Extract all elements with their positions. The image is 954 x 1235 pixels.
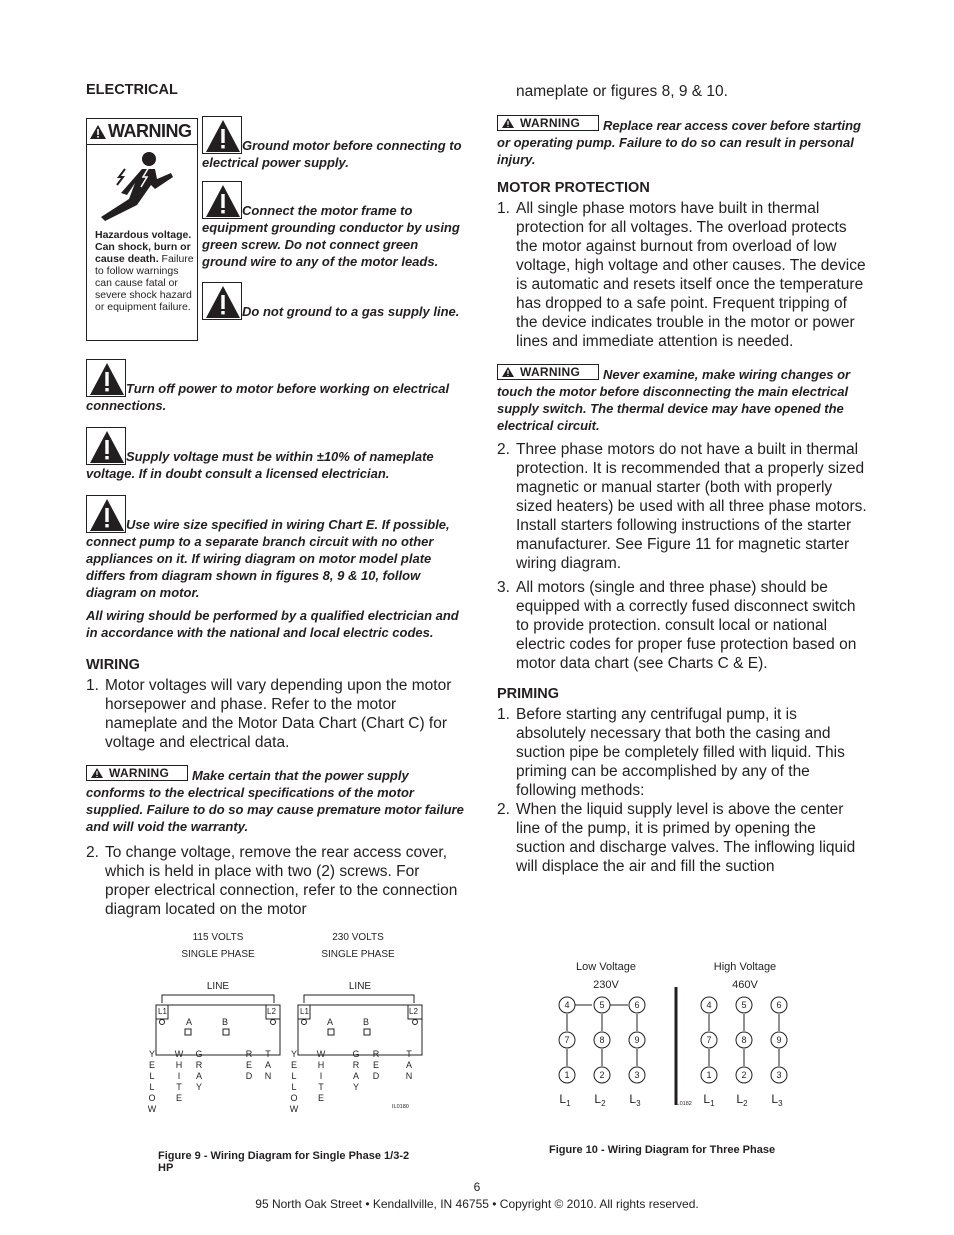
warning-label: WARNING xyxy=(108,121,192,141)
svg-text:2: 2 xyxy=(741,1070,747,1080)
fig9-d1-wire-labels xyxy=(148,1049,272,1114)
svg-text:N: N xyxy=(264,1071,272,1081)
svg-text:L2: $L_2$ xyxy=(736,1092,748,1108)
electrical-warnings xyxy=(86,98,464,341)
svg-text:W: W xyxy=(289,1104,299,1114)
warning-triangle-icon xyxy=(91,768,103,778)
figure-9-caption: Figure 9 - Wiring Diagram for Single Phase 1/3-2 HP xyxy=(158,1150,410,1174)
wiring-warning: WARNING Make certain that the power supply conforms to the electrical specifications of the motor supplied. Failure to do so may cause premature motor failure and will void the warranty. xyxy=(86,765,464,834)
warning-triangle-icon xyxy=(202,181,242,219)
fig9-d2-a: A xyxy=(327,1017,334,1027)
fig9-d2-line-bracket xyxy=(304,995,414,1003)
svg-text:A: A xyxy=(195,1071,203,1081)
fig9-d1-l2: L2 xyxy=(267,1007,276,1016)
svg-text:E: E xyxy=(148,1060,156,1070)
svg-text:W: W xyxy=(147,1104,157,1114)
svg-text:L2: $L_2$ xyxy=(594,1092,606,1108)
motor-protection-item-2: 2. Three phase motors do not have a built in thermal protection. It is recommended that a properly sized magnetic or manual starter (both with properly sized heaters) be used with all three phase motors. Install starters following instructions of the starter manufacturer. See Figure 11 for magnetic starter wiring diagram. xyxy=(497,441,867,572)
svg-text:L: L xyxy=(149,1082,155,1092)
page-number: 6 xyxy=(473,1180,481,1194)
fig10-low-lines xyxy=(559,1092,641,1108)
svg-text:L: L xyxy=(149,1071,155,1081)
svg-text:E: E xyxy=(290,1060,298,1070)
fig9-d2-phase: SINGLE PHASE xyxy=(321,949,395,960)
svg-text:O: O xyxy=(290,1093,298,1103)
svg-text:E: E xyxy=(175,1093,183,1103)
svg-text:W: W xyxy=(316,1049,326,1059)
warning-tag: WARNING xyxy=(86,765,188,781)
svg-text:R: R xyxy=(195,1060,203,1070)
warning-wire-size: Use wire size specified in wiring Chart E. If possible, connect pump to a separate branch circuit with no other appliances on it. If wiring diagram on motor model plate differs from diagram shown in figures 8, 9 & 10, follow diagram on motor. xyxy=(86,517,450,600)
svg-text:W: W xyxy=(174,1049,184,1059)
warning-triangle-icon xyxy=(202,282,242,320)
svg-text:T: T xyxy=(406,1049,412,1059)
svg-text:L: L xyxy=(291,1071,297,1081)
fig9-d1-a: A xyxy=(186,1017,193,1027)
svg-text:T: T xyxy=(265,1049,271,1059)
warning-triangle-icon xyxy=(86,427,126,465)
fig10-code: IL0182 xyxy=(675,1101,692,1107)
svg-text:6: 6 xyxy=(776,1000,782,1010)
figure-10-caption: Figure 10 - Wiring Diagram for Three Phase xyxy=(549,1144,776,1156)
svg-text:L3: $L_3$ xyxy=(771,1092,783,1108)
fig9-d2-b: B xyxy=(363,1017,370,1027)
svg-text:D: D xyxy=(245,1071,253,1081)
svg-text:N: N xyxy=(405,1071,413,1081)
svg-text:Y: Y xyxy=(195,1082,203,1092)
svg-text:7: 7 xyxy=(564,1035,570,1045)
svg-text:8: 8 xyxy=(599,1035,605,1045)
fig9-d1-phase: SINGLE PHASE xyxy=(181,949,255,960)
rear-cover-warning: WARNING Replace rear access cover before starting or operating pump. Failure to do so can result in personal injury. xyxy=(497,115,861,167)
fig9-d1-l1: L1 xyxy=(158,1007,167,1016)
svg-text:G: G xyxy=(195,1049,203,1059)
warning-triangle-icon xyxy=(86,495,126,533)
svg-text:9: 9 xyxy=(634,1035,640,1045)
warning-tag: WARNING xyxy=(497,115,599,131)
wiring-item-2-continued: nameplate or figures 8, 9 & 10. xyxy=(516,83,728,100)
svg-text:3: 3 xyxy=(776,1070,782,1080)
fig9-d1-terminal-board xyxy=(156,1005,280,1055)
warning-supply-voltage: Supply voltage must be within ±10% of nameplate voltage. If in doubt consult a licensed electrician. xyxy=(86,449,434,481)
svg-text:L: L xyxy=(291,1082,297,1092)
hazard-bold-text: Hazardous voltage. Can shock, burn or cause death. xyxy=(95,229,192,265)
svg-text:T: T xyxy=(176,1082,182,1092)
fig10-high-terminals xyxy=(701,997,787,1083)
svg-text:R: R xyxy=(245,1049,253,1059)
hazard-warning-panel xyxy=(86,118,198,341)
fig9-d2-terminal-board xyxy=(298,1005,422,1055)
figure-9-diagram xyxy=(140,925,440,1120)
warning-triangle-icon xyxy=(89,124,107,140)
warning-triangle-icon xyxy=(502,367,514,377)
svg-text:4: 4 xyxy=(564,1000,570,1010)
svg-text:I: I xyxy=(319,1071,323,1081)
wiring-heading: WIRING xyxy=(86,657,140,673)
fig9-d1-volts: 115 VOLTS xyxy=(192,932,244,943)
svg-text:G: G xyxy=(352,1049,360,1059)
left-column xyxy=(86,82,464,919)
warning-tag: WARNING xyxy=(497,364,599,380)
warning-triangle-icon xyxy=(502,118,514,128)
svg-text:9: 9 xyxy=(776,1035,782,1045)
svg-text:R: R xyxy=(372,1049,380,1059)
fig10-low-terminals xyxy=(559,997,645,1083)
priming-heading: PRIMING xyxy=(497,686,560,702)
warning-turn-off-power: Turn off power to motor before working on electrical connections. xyxy=(86,381,450,413)
svg-text:L1: $L_1$ xyxy=(703,1092,715,1108)
wiring-item-1: 1. Motor voltages will vary depending upon the motor horsepower and phase. Refer to the motor nameplate and the Motor Data Chart (Chart C) for voltage and electrical data. xyxy=(86,677,452,751)
motor-protection-warning: WARNING Never examine, make wiring changes or touch the motor before disconnecting the main electrical supply switch. The thermal device may have opened the electrical circuit. xyxy=(497,364,851,433)
svg-text:Y: Y xyxy=(148,1049,156,1059)
svg-text:1: 1 xyxy=(564,1070,570,1080)
fig9-d2-l2: L2 xyxy=(409,1007,418,1016)
svg-text:I: I xyxy=(177,1071,181,1081)
priming-item-2: 2. When the liquid supply level is above the center line of the pump, it is primed by opening the suction and discharge valves. The inflowing liquid will displace the air and fill the suction xyxy=(497,801,856,875)
hazard-text: Failure to follow warnings can cause fatal or severe shock hazard or equipment failure. xyxy=(95,253,194,313)
electrical-heading: ELECTRICAL xyxy=(86,82,178,98)
svg-text:A: A xyxy=(405,1060,413,1070)
svg-text:H: H xyxy=(317,1060,325,1070)
fig10-low-label: Low Voltage xyxy=(576,961,636,973)
svg-text:5: 5 xyxy=(599,1000,605,1010)
fig10-low-volts: 230V xyxy=(593,979,619,991)
priming-item-1: 1. Before starting any centrifugal pump, it is absolutely necessary that both the casing and suction pipe be completely filled with liquid. This priming can be accomplished by any of the following methods: xyxy=(497,706,845,799)
svg-text:8: 8 xyxy=(741,1035,747,1045)
svg-text:A: A xyxy=(264,1060,272,1070)
svg-text:L3: $L_3$ xyxy=(629,1092,641,1108)
svg-text:2: 2 xyxy=(599,1070,605,1080)
warning-ground-motor: Ground motor before connecting to electrical power supply. xyxy=(202,138,462,170)
fig10-high-label: High Voltage xyxy=(713,961,777,973)
footer-text: 95 North Oak Street • Kendallville, IN 46755 • Copyright © 2010. All rights reserved. xyxy=(255,1197,699,1211)
svg-text:5: 5 xyxy=(741,1000,747,1010)
electric-shock-icon xyxy=(87,147,197,227)
warning-motor-frame: Connect the motor frame to equipment grounding conductor by using green screw. Do not connect green ground wire to any of the motor leads. xyxy=(202,203,460,269)
svg-text:L1: $L_1$ xyxy=(559,1092,571,1108)
fig9-code: IL0180 xyxy=(392,1104,409,1110)
fig9-d2-volts: 230 VOLTS xyxy=(332,932,384,943)
motor-protection-item-1: 1. All single phase motors have built in thermal protection for all voltages. The overload protects the motor against burnout from overload of low voltage, high voltage and other causes. The device is automatic and resets itself once the temperature has dropped to a safe point. Frequent tripping of the device indicates trouble in the motor or power lines and immediate attention is needed. xyxy=(497,200,866,350)
fig9-d1-line: LINE xyxy=(206,981,230,992)
motor-protection-item-3: 3. All motors (single and three phase) should be equipped with a correctly fused disconnect switch to provide protection. consult local or national electric codes for proper fuse protection based on motor data chart (see Charts C & E). xyxy=(497,579,857,672)
svg-text:T: T xyxy=(318,1082,324,1092)
svg-text:4: 4 xyxy=(706,1000,712,1010)
fig10-high-volts: 460V xyxy=(732,979,758,991)
qualified-electrician-note: All wiring should be performed by a qualified electrician and in accordance with the national and local electric codes. xyxy=(86,608,459,640)
wiring-item-2: 2. To change voltage, remove the rear access cover, which is held in place with two (2) screws. For proper electrical connection, refer to the connection diagram located on the motor xyxy=(86,844,458,918)
warning-triangle-icon xyxy=(86,359,126,397)
fig10-high-lines xyxy=(703,1092,783,1108)
warning-triangle-icon xyxy=(202,116,242,154)
fig9-d1-line-bracket xyxy=(162,995,274,1003)
svg-text:A: A xyxy=(352,1071,360,1081)
svg-text:E: E xyxy=(317,1093,325,1103)
svg-text:Y: Y xyxy=(290,1049,298,1059)
svg-text:1: 1 xyxy=(706,1070,712,1080)
svg-text:3: 3 xyxy=(634,1070,640,1080)
svg-text:E: E xyxy=(372,1060,380,1070)
svg-text:E: E xyxy=(245,1060,253,1070)
right-column xyxy=(497,82,869,876)
fig9-d1-b: B xyxy=(222,1017,229,1027)
svg-text:7: 7 xyxy=(706,1035,712,1045)
figure-10-diagram xyxy=(545,955,805,1115)
svg-text:D: D xyxy=(372,1071,380,1081)
fig9-d2-line: LINE xyxy=(348,981,372,992)
motor-protection-heading: MOTOR PROTECTION xyxy=(497,180,650,196)
fig9-d2-l1: L1 xyxy=(300,1007,309,1016)
svg-text:H: H xyxy=(175,1060,183,1070)
svg-text:6: 6 xyxy=(634,1000,640,1010)
warning-gas-line: Do not ground to a gas supply line. xyxy=(242,304,460,319)
svg-text:Y: Y xyxy=(352,1082,360,1092)
svg-text:R: R xyxy=(352,1060,360,1070)
svg-text:O: O xyxy=(148,1093,156,1103)
